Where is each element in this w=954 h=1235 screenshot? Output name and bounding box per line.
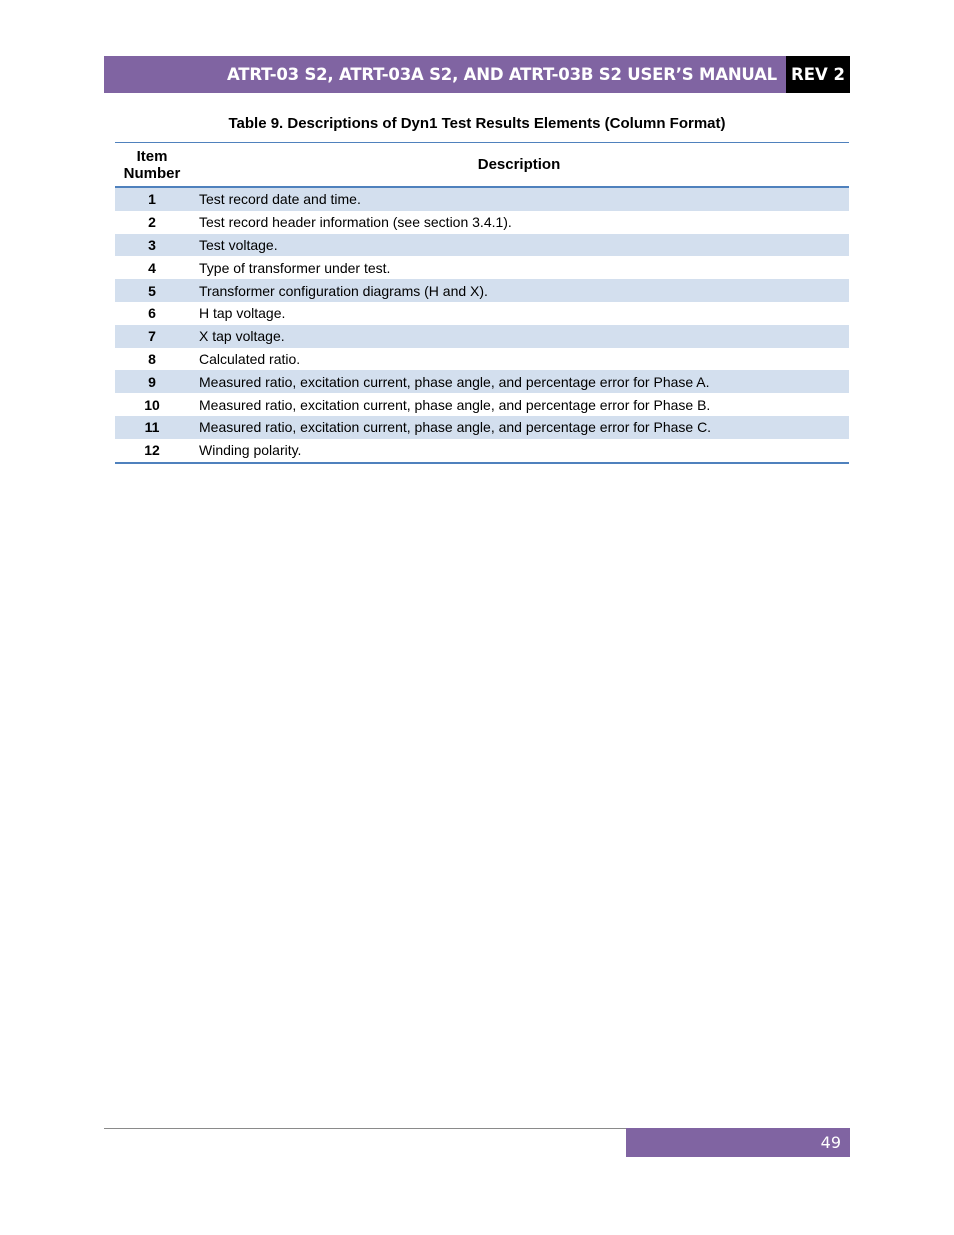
item-number-cell: 9 xyxy=(148,373,156,390)
table-row xyxy=(115,439,849,463)
item-number-cell: 6 xyxy=(148,305,156,322)
item-number-header-line1: Item xyxy=(136,147,168,165)
description-cell: Measured ratio, excitation current, phase angle, and percentage error for Phase B. xyxy=(199,396,711,413)
item-number-header-line2: Number xyxy=(123,164,181,182)
page-header xyxy=(104,56,850,93)
item-number-cell: 3 xyxy=(148,236,156,253)
item-number-cell: 11 xyxy=(144,419,160,436)
table-row xyxy=(115,234,849,257)
table-row xyxy=(115,279,849,302)
table-body xyxy=(115,187,849,463)
table-caption: Table 9. Descriptions of Dyn1 Test Results Elements (Column Format) xyxy=(228,115,726,132)
item-number-cell: 4 xyxy=(148,259,156,276)
table-row xyxy=(115,370,849,393)
item-number-cell: 10 xyxy=(144,396,160,413)
revision-badge: REV 2 xyxy=(786,56,850,93)
item-number-cell: 8 xyxy=(148,350,156,367)
table-row xyxy=(115,393,849,416)
manual-title: ATRT-03 S2, ATRT-03A S2, AND ATRT-03B S2 USER’S MANUAL xyxy=(104,56,786,93)
page-number: 49 xyxy=(626,1128,850,1157)
item-number-cell: 1 xyxy=(148,191,156,208)
description-cell: Winding polarity. xyxy=(199,442,302,459)
description-cell: Measured ratio, excitation current, phase angle, and percentage error for Phase C. xyxy=(199,419,712,436)
table-row xyxy=(115,187,849,211)
item-number-cell: 5 xyxy=(148,282,156,299)
results-elements-table xyxy=(115,142,849,464)
description-cell: Transformer configuration diagrams (H and X). xyxy=(199,282,488,299)
description-cell: Test record date and time. xyxy=(199,191,361,208)
description-cell: Type of transformer under test. xyxy=(199,259,391,276)
description-cell: X tap voltage. xyxy=(199,328,285,345)
table-header-row xyxy=(115,143,849,188)
table-row xyxy=(115,325,849,348)
description-header: Description xyxy=(477,156,561,173)
item-number-cell: 12 xyxy=(144,442,160,459)
item-number-header xyxy=(115,143,189,188)
description-cell: Test record header information (see section 3.4.1). xyxy=(199,214,512,231)
table-row xyxy=(115,256,849,279)
item-number-cell: 7 xyxy=(148,328,156,345)
description-cell: H tap voltage. xyxy=(199,305,286,322)
table-row xyxy=(115,416,849,439)
description-cell: Test voltage. xyxy=(199,236,278,253)
description-cell: Measured ratio, excitation current, phase angle, and percentage error for Phase A. xyxy=(199,373,710,390)
description-cell: Calculated ratio. xyxy=(199,350,301,367)
item-number-cell: 2 xyxy=(148,214,156,231)
table-row xyxy=(115,348,849,371)
table-row xyxy=(115,302,849,325)
table-row xyxy=(115,211,849,234)
